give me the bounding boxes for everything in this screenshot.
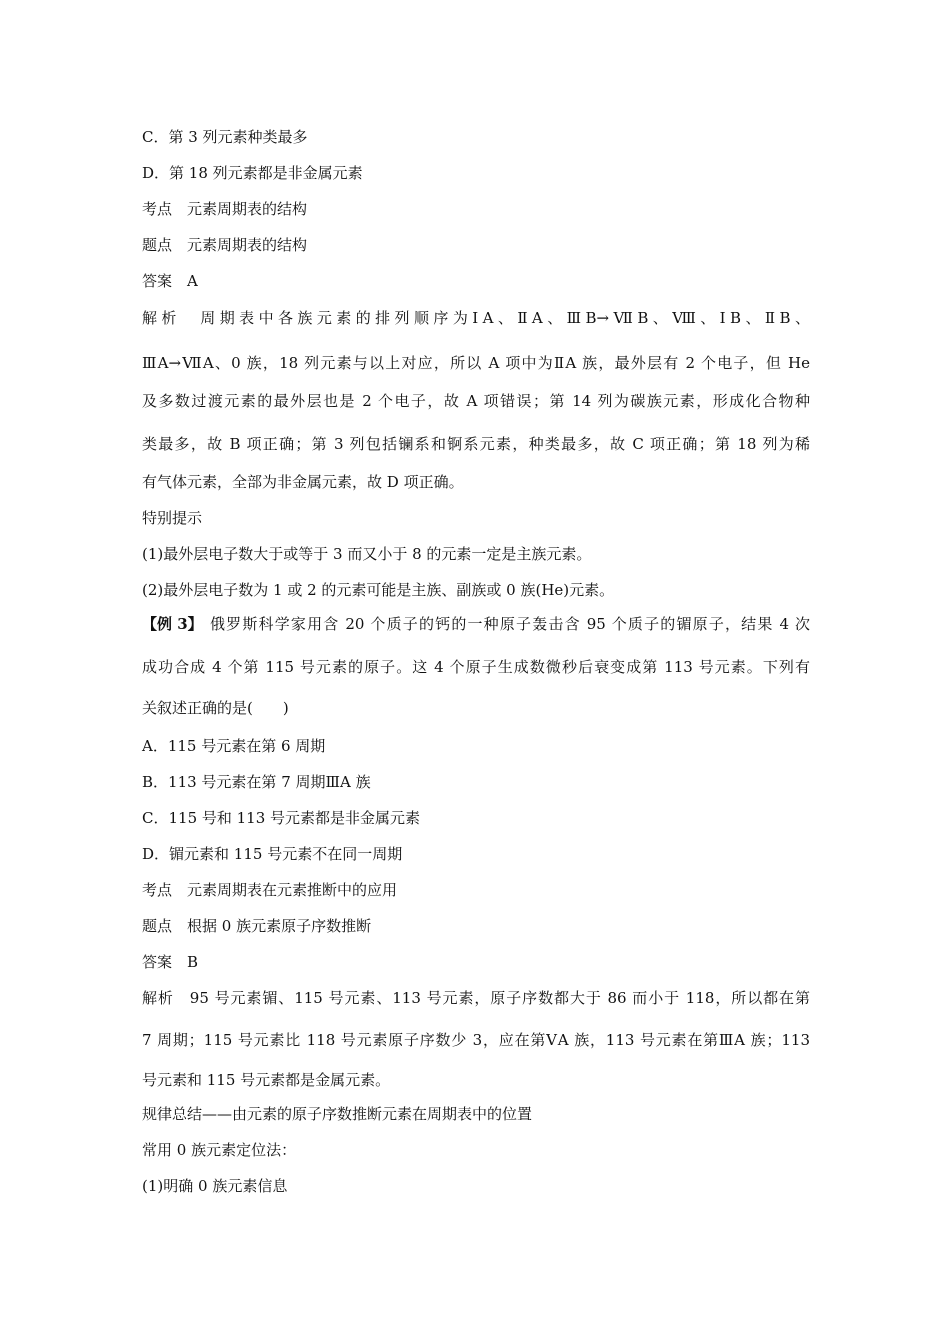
option-d: D．第 18 列元素都是非金属元素 <box>142 164 363 182</box>
tidian-2: 题点 根据 0 族元素原子序数推断 <box>142 917 372 935</box>
example-3-option-d: D．镅元素和 115 号元素不在同一周期 <box>142 845 403 863</box>
analysis-2-line: 号元素和 115 号元素都是金属元素。 <box>142 1071 391 1089</box>
example-3-option-b: B．113 号元素在第 7 周期ⅢA 族 <box>142 773 371 791</box>
analysis-1-line: 解析 周期表中各族元素的排列顺序为ⅠA、ⅡA、ⅢB→ⅦB、Ⅷ、ⅠB、ⅡB、 <box>142 309 810 327</box>
tip-title: 特别提示 <box>142 509 203 527</box>
answer-2: 答案 B <box>142 953 199 971</box>
example-3-option-c: C．115 号和 113 号元素都是非金属元素 <box>142 809 421 827</box>
kaodian-2: 考点 元素周期表在元素推断中的应用 <box>142 881 398 899</box>
example-3-line: 成功合成 4 个第 115 号元素的原子。这 4 个原子生成数微秒后衰变成第 113 号元素。下列有 <box>142 658 810 676</box>
analysis-2-line: 7 周期；115 号元素比 118 号元素原子序数少 3，应在第ⅤA 族，113 号元素在第ⅢA 族；113 <box>142 1031 810 1049</box>
kaodian-1: 考点 元素周期表的结构 <box>142 200 308 218</box>
analysis-1-line: 有气体元素，全部为非金属元素，故 D 项正确。 <box>142 473 464 491</box>
analysis-1-line: ⅢA→ⅦA、0 族，18 列元素与以上对应，所以 A 项中为ⅡA 族，最外层有 2 个电子，但 He <box>142 354 810 372</box>
analysis-2-line: 解析 95 号元素镅、115 号元素、113 号元素，原子序数都大于 86 而小于 118，所以都在第 <box>142 989 810 1007</box>
example-3-line: 俄罗斯科学家用含 20 个质子的钙的一种原子轰击含 95 个质子的镅原子，结果 4 次 <box>210 615 810 633</box>
example-3-line: 关叙述正确的是( ) <box>142 699 289 717</box>
answer-1: 答案 A <box>142 272 198 290</box>
rule-subtitle: 常用 0 族元素定位法： <box>142 1141 297 1159</box>
tip-1: (1)最外层电子数大于或等于 3 而又小于 8 的元素一定是主族元素。 <box>142 545 592 563</box>
option-c: C．第 3 列元素种类最多 <box>142 128 308 146</box>
tidian-1: 题点 元素周期表的结构 <box>142 236 308 254</box>
analysis-1-line: 类最多，故 B 项正确；第 3 列包括镧系和锕系元素，种类最多，故 C 项正确；第 18 列为稀 <box>142 435 810 453</box>
rule-item-1: (1)明确 0 族元素信息 <box>142 1177 288 1195</box>
analysis-1-line: 及多数过渡元素的最外层也是 2 个电子，故 A 项错误；第 14 列为碳族元素，形成化合物种 <box>142 392 810 410</box>
example-3-label: 【例 3】 <box>142 615 203 633</box>
example-3-option-a: A．115 号元素在第 6 周期 <box>142 737 326 755</box>
rule-title: 规律总结——由元素的原子序数推断元素在周期表中的位置 <box>142 1105 533 1123</box>
tip-2: (2)最外层电子数为 1 或 2 的元素可能是主族、副族或 0 族(He)元素。 <box>142 581 615 599</box>
